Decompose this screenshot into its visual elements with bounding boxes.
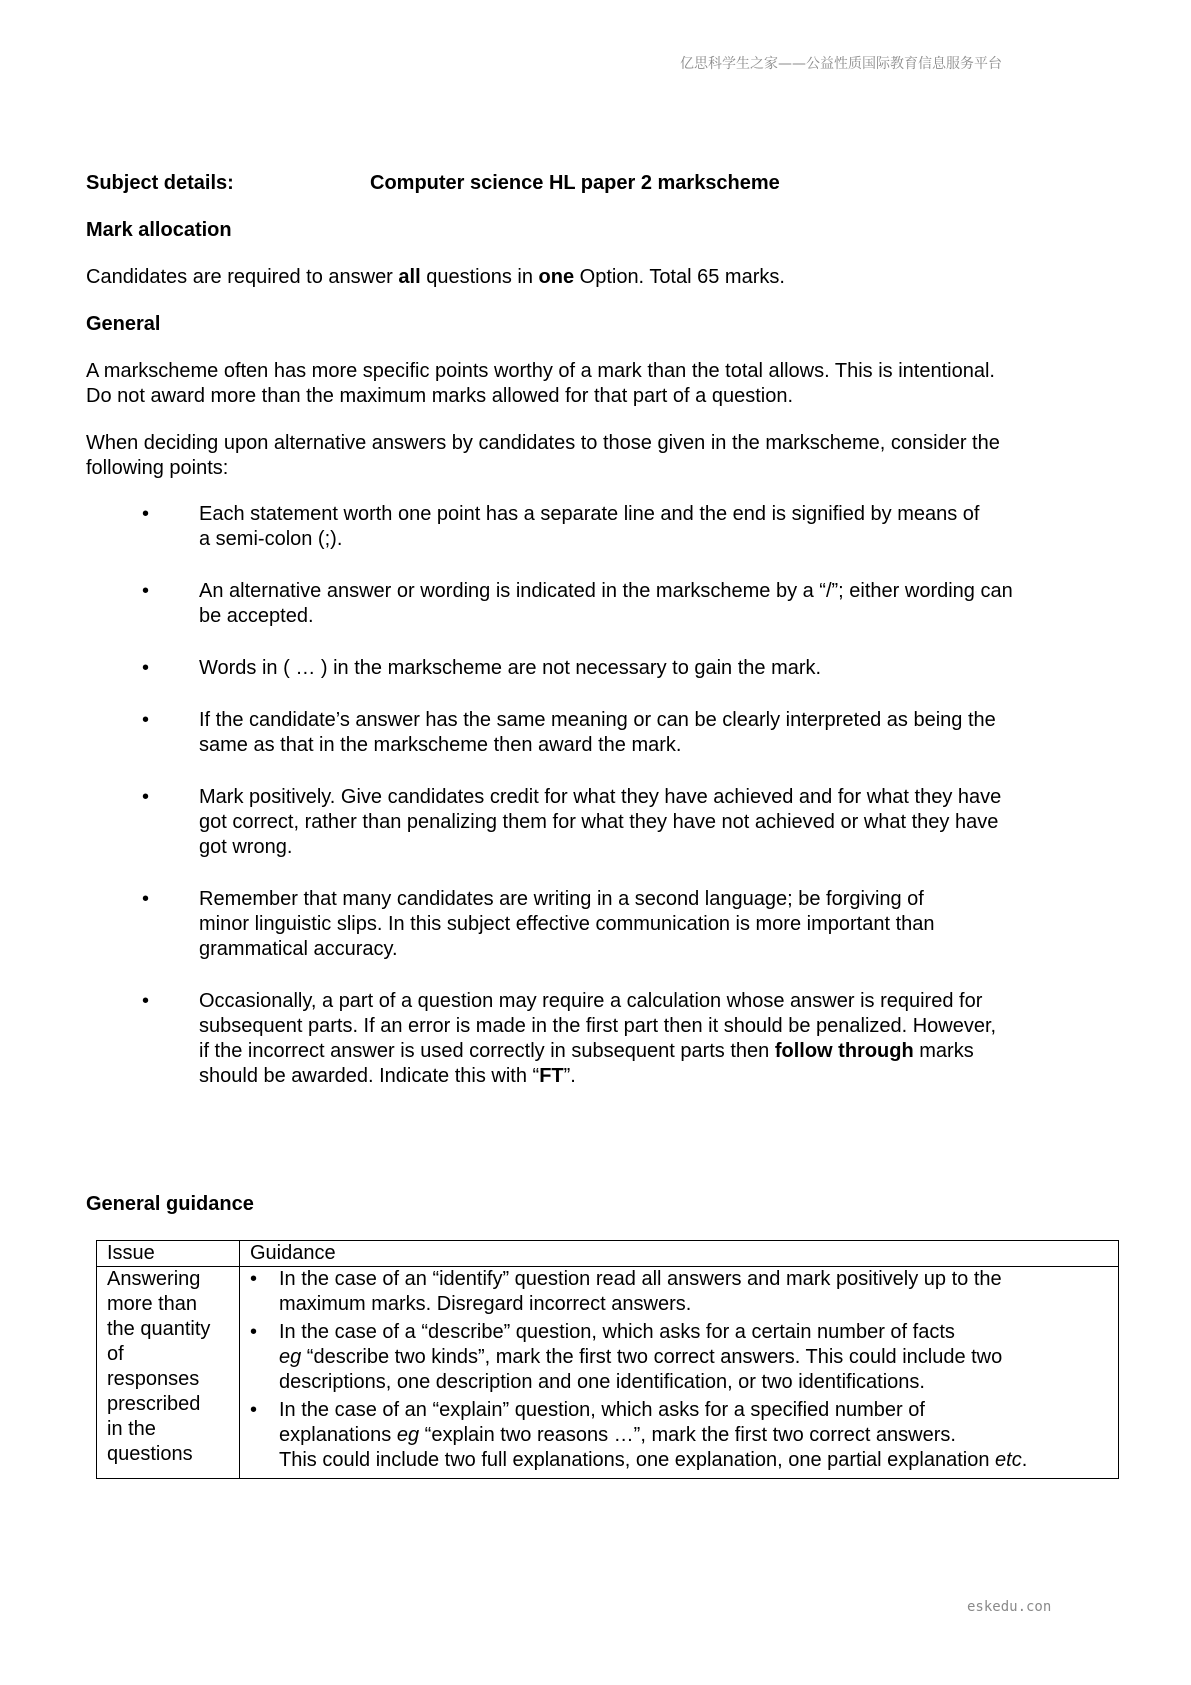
list-item: • Remember that many candidates are writing in a second language; be forgiving of minor linguistic slips. In this subject effective communication is more important than grammatical accuracy.	[142, 888, 935, 960]
footer-site: eskedu.con	[967, 1599, 1052, 1615]
header-watermark: 亿思科学生之家——公益性质国际教育信息服务平台	[680, 56, 1002, 72]
bullet-icon: •	[250, 1399, 258, 1421]
mark-allocation-heading: Mark allocation	[86, 219, 232, 241]
list-item: • Occasionally, a part of a question may require a calculation whose answer is required for subsequent parts. If an error is made in the first part then it should be penalized. However, if the incorrect answer is used correctly in subsequent parts then follow through marks should be awarded. Indicate this with “FT”.	[142, 990, 997, 1087]
column-header-issue: Issue	[97, 1241, 240, 1267]
list-item: • In the case of an “explain” question, which asks for a specified number of explanations eg “explain two reasons …”, mark the first two correct answers. This could include two full explanations, one explanation, one partial explanation etc.	[250, 1399, 1028, 1471]
list-item: • In the case of a “describe” question, which asks for a certain number of facts eg “describe two kinds”, mark the first two correct answers. This could include two descriptions, one description and one identification, or two identifications.	[250, 1321, 1003, 1393]
bullet-icon: •	[250, 1321, 258, 1343]
subject-label: Subject details:	[86, 172, 234, 194]
list-item: • An alternative answer or wording is indicated in the markscheme by a “/”; either wording can be accepted.	[142, 580, 1013, 627]
list-item: • Each statement worth one point has a separate line and the end is signified by means of a semi-colon (;).	[142, 503, 980, 550]
bullet-icon: •	[142, 503, 150, 525]
bullet-icon: •	[142, 580, 150, 602]
subject-details	[86, 171, 780, 196]
bullet-icon: •	[142, 990, 150, 1012]
list-item: • In the case of an “identify” question read all answers and mark positively up to the maximum marks. Disregard incorrect answers.	[250, 1268, 1002, 1315]
general-guidance-heading: General guidance	[86, 1193, 254, 1215]
bullet-icon: •	[142, 888, 150, 910]
table-header-row	[97, 1241, 1119, 1267]
list-item: • Words in ( … ) in the markscheme are not necessary to gain the mark.	[142, 657, 822, 679]
general-paragraph-1: A markscheme often has more specific points worthy of a mark than the total allows. This is intentional. Do not award more than the maximum marks allowed for that part of a question.	[86, 360, 995, 407]
column-header-guidance: Guidance	[240, 1241, 1119, 1267]
list-item: • If the candidate’s answer has the same meaning or can be clearly interpreted as being the same as that in the markscheme then award the mark.	[142, 709, 996, 756]
bullet-icon: •	[142, 786, 150, 808]
general-paragraph-2: When deciding upon alternative answers by candidates to those given in the markscheme, consider the following points:	[86, 432, 1000, 479]
subject-value: Computer science HL paper 2 markscheme	[370, 172, 780, 194]
mark-allocation-text: Candidates are required to answer all questions in one Option. Total 65 marks.	[86, 266, 785, 288]
bullet-icon: •	[250, 1268, 258, 1290]
table-row	[97, 1267, 1119, 1479]
list-item: • Mark positively. Give candidates credit for what they have achieved and for what they have got correct, rather than penalizing them for what they have not achieved or what they have got wrong.	[142, 786, 1002, 858]
issue-cell: Answering more than the quantity of responses prescribed in the questions	[97, 1267, 240, 1479]
bullet-icon: •	[142, 709, 150, 731]
guidance-table	[96, 1240, 1119, 1479]
general-heading: General	[86, 313, 161, 335]
guidance-list	[250, 1267, 1108, 1478]
guidance-cell	[240, 1267, 1119, 1479]
bullet-icon: •	[142, 657, 150, 679]
marking-points-list	[86, 502, 1116, 1116]
